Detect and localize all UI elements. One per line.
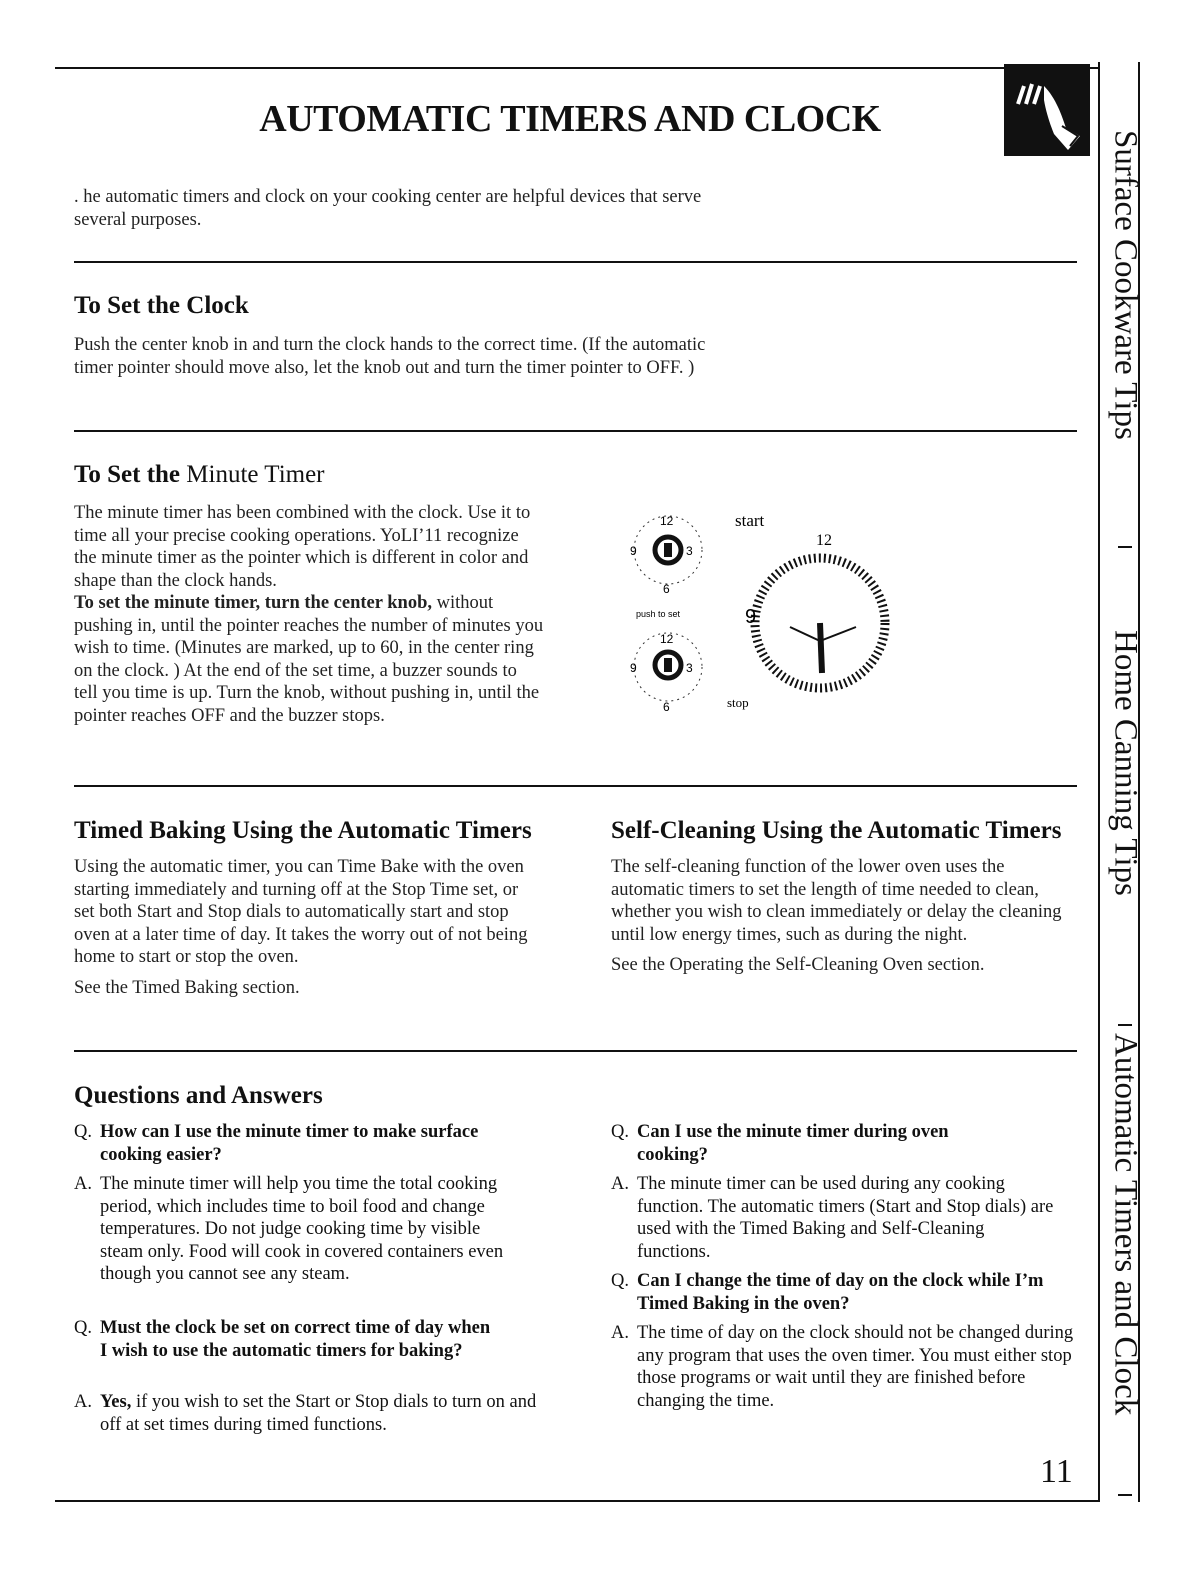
q-label: Q. bbox=[611, 1271, 629, 1291]
self-cleaning-see: See the Operating the Self-Cleaning Oven section. bbox=[611, 955, 985, 975]
question-2 bbox=[74, 1317, 494, 1362]
start-dial-9: 9 bbox=[630, 544, 637, 558]
stop-dial-9: 9 bbox=[630, 661, 637, 675]
page-number: 11 bbox=[1040, 1453, 1073, 1490]
answer-3 bbox=[611, 1173, 1061, 1263]
minute-timer-heading-bold: To Set the bbox=[74, 461, 181, 488]
page-title: AUTOMATIC TIMERS AND CLOCK bbox=[259, 98, 881, 140]
minute-timer-p2-bold: To set the minute timer, turn the center knob, bbox=[74, 593, 432, 613]
stop-label: stop bbox=[727, 695, 749, 710]
section-divider bbox=[74, 261, 1077, 263]
self-cleaning-heading: Self-Cleaning Using the Automatic Timers bbox=[611, 817, 1062, 844]
sidebar-separator bbox=[1118, 1494, 1132, 1496]
timed-baking-body bbox=[74, 856, 534, 999]
timed-baking-see: See the Timed Baking section. bbox=[74, 977, 300, 998]
answer-bold: Yes, bbox=[100, 1392, 132, 1412]
question-text: Must the clock be set on correct time of day when I wish to use the automatic timers for baking? bbox=[100, 1318, 491, 1361]
top-rule bbox=[55, 67, 1100, 69]
start-dial-12: 12 bbox=[660, 514, 674, 528]
start-label: start bbox=[735, 511, 765, 530]
answer-text: The minute timer will help you time the total cooking period, which includes time to boil food and change temperatures. Do not judge cooking time by visible steam only. Food will cook in covered containers even though you cannot see any steam. bbox=[100, 1174, 504, 1284]
timed-baking-heading: Timed Baking Using the Automatic Timers bbox=[74, 817, 532, 844]
intro-text: . he automatic timers and clock on your cooking center are helpful devices that serve several purposes. bbox=[74, 187, 702, 230]
sidebar-tabs bbox=[1100, 118, 1150, 1488]
start-dial bbox=[630, 514, 702, 596]
answer-4 bbox=[611, 1322, 1081, 1412]
a-label: A. bbox=[74, 1174, 92, 1194]
sidebar-separator bbox=[1118, 546, 1132, 548]
self-cleaning-text: The self-cleaning function of the lower oven uses the automatic timers to set the length of time needed to clean, whether you wish to clean immediately or delay the cleaning until low energy times, such as during the night. bbox=[611, 857, 1062, 945]
question-text: Can I change the time of day on the clock while I’m Timed Baking in the oven? bbox=[637, 1271, 1044, 1314]
sidebar-separator bbox=[1118, 1024, 1132, 1026]
a-label: A. bbox=[611, 1323, 629, 1343]
tab-label: Automatic Timers and Clock bbox=[1107, 1033, 1144, 1416]
q-label: Q. bbox=[74, 1318, 92, 1338]
minute-timer-p2 bbox=[74, 592, 544, 727]
tab-home-canning-tips[interactable] bbox=[1100, 630, 1150, 950]
question-4 bbox=[611, 1270, 1081, 1315]
answer-1 bbox=[74, 1173, 514, 1286]
tab-surface-cookware-tips[interactable] bbox=[1100, 130, 1150, 510]
stop-dial-12: 12 bbox=[660, 632, 674, 646]
a-label: A. bbox=[611, 1174, 629, 1194]
push-to-set-label: push to set bbox=[636, 609, 681, 619]
minute-timer-p2-rest: without pushing in, until the pointer reaches the number of minutes you wish to time. (Minutes are marked, up to 60, in the center ring on the clock. ) At the end of the set time, a buzzer sounds to tell you time is up. Turn the knob, without pushing in, until the pointer reaches OFF and the buzzer stops. bbox=[74, 593, 544, 726]
clock-9: 9 bbox=[745, 606, 757, 628]
minute-timer-heading bbox=[74, 461, 325, 489]
minute-timer-body bbox=[74, 502, 544, 727]
answer-text: The time of day on the clock should not be changed during any program that uses the oven timer. You must either stop those programs or wait until they are finished before changing the time. bbox=[637, 1323, 1074, 1411]
clock-12: 12 bbox=[816, 532, 832, 549]
section-divider bbox=[74, 430, 1077, 432]
set-clock-heading: To Set the Clock bbox=[74, 292, 249, 319]
answer-2 bbox=[74, 1391, 544, 1436]
minute-timer-p1: The minute timer has been combined with the clock. Use it to time all your precise cooking operations. YoLI’11 recognize the minute timer as the pointer which is different in color and shape than the clock hands. bbox=[74, 503, 531, 591]
q-label: Q. bbox=[611, 1122, 629, 1142]
bottom-rule bbox=[55, 1500, 1100, 1502]
question-3 bbox=[611, 1121, 991, 1166]
minute-timer-heading-light: Minute Timer bbox=[186, 461, 325, 488]
question-text: Can I use the minute timer during oven cooking? bbox=[637, 1122, 949, 1165]
question-text: How can I use the minute timer to make surface cooking easier? bbox=[100, 1122, 479, 1165]
set-clock-body: Push the center knob in and turn the clock hands to the correct time. (If the automatic timer pointer should move also, let the knob out and turn the timer pointer to OFF. ) bbox=[74, 335, 706, 378]
timed-baking-text: Using the automatic timer, you can Time Bake with the oven starting immediately and turning off at the Stop Time set, or set both Start and Stop dials to automatically start and stop oven at a later time of day. It takes the worry out of not being home to start or stop the oven. bbox=[74, 857, 528, 967]
clock-timer-diagram bbox=[610, 495, 910, 720]
answer-rest: if you wish to set the Start or Stop dials to turn on and off at set times during timed functions. bbox=[100, 1392, 537, 1435]
start-dial-3: 3 bbox=[686, 544, 693, 558]
stop-dial-3: 3 bbox=[686, 661, 693, 675]
q-label: Q. bbox=[74, 1122, 92, 1142]
section-divider bbox=[74, 785, 1077, 787]
answer-text bbox=[100, 1391, 544, 1436]
stop-dial bbox=[630, 632, 702, 714]
qa-heading: Questions and Answers bbox=[74, 1082, 323, 1109]
answer-text: The minute timer can be used during any cooking function. The automatic timers (Start and Stop dials) are used with the Timed Baking and Self-Cleaning functions. bbox=[637, 1174, 1054, 1262]
tab-label: Surface Cookware Tips bbox=[1107, 130, 1144, 440]
start-dial-6: 6 bbox=[663, 582, 670, 596]
tab-automatic-timers-and-clock[interactable] bbox=[1100, 1033, 1150, 1483]
clock-face bbox=[745, 532, 885, 688]
tab-label: Home Canning Tips bbox=[1107, 630, 1144, 896]
a-label: A. bbox=[74, 1392, 92, 1412]
self-cleaning-body bbox=[611, 856, 1071, 977]
question-1 bbox=[74, 1121, 544, 1166]
section-divider bbox=[74, 1050, 1077, 1052]
stop-dial-6: 6 bbox=[663, 700, 670, 714]
